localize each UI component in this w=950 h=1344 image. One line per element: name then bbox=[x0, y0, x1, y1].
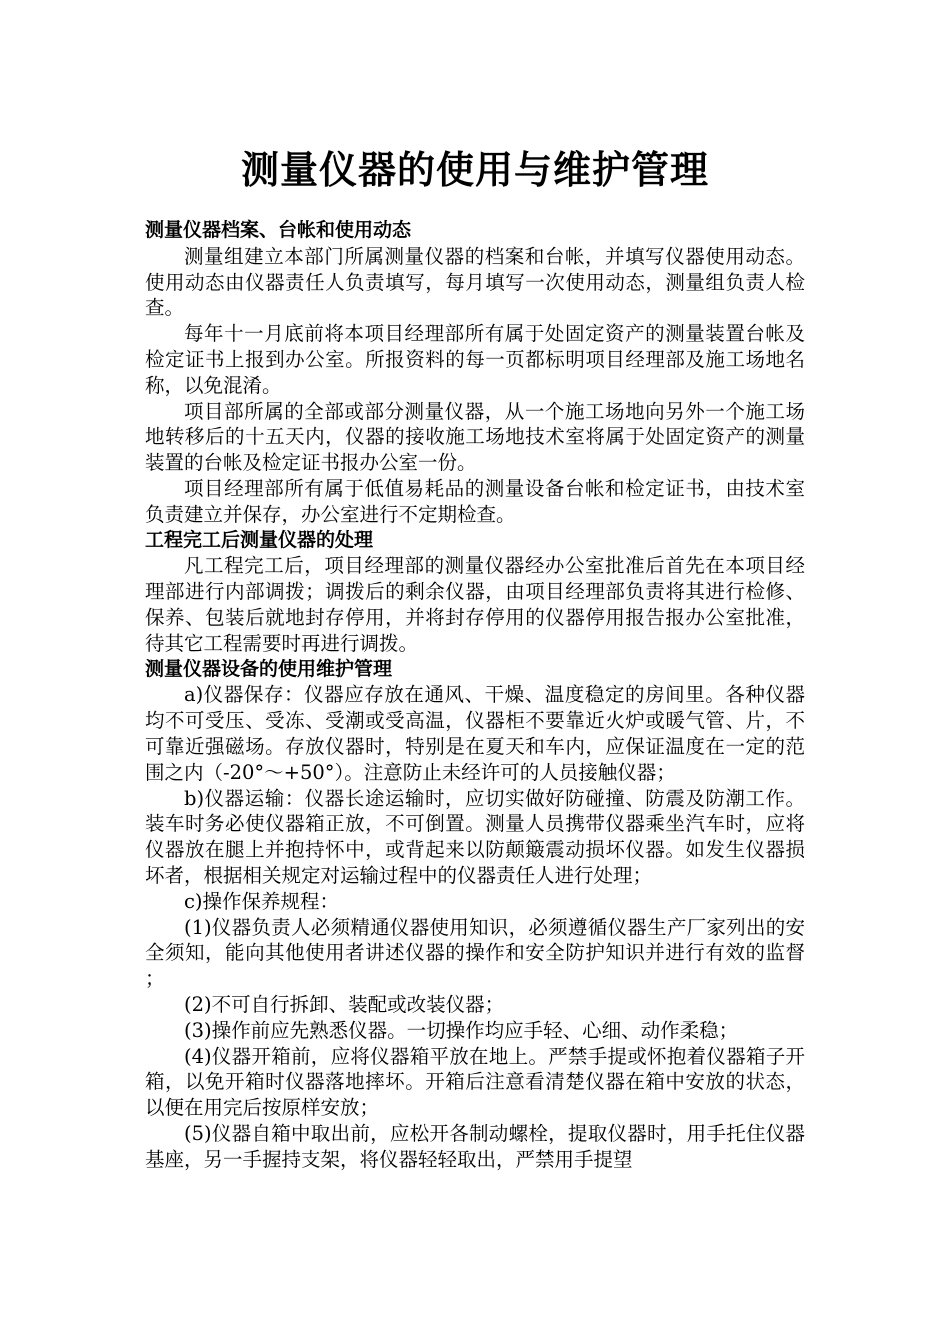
document-body bbox=[145, 218, 805, 1172]
paragraph: c)操作保养规程： bbox=[184, 889, 340, 913]
list-item: (5)仪器自箱中取出前，应松开各制动螺栓，提取仪器时，用手托住仪器基座，另一手握持支架，将仪器轻轻取出，严禁用手提望 bbox=[145, 1121, 805, 1171]
list-item: (3)操作前应先熟悉仪器。一切操作均应手轻、心细、动作柔稳； bbox=[184, 1018, 739, 1042]
paragraph: 每年十一月底前将本项目经理部所有属于处固定资产的测量装置台帐及检定证书上报到办公室。所报资料的每一页都标明项目经理部及施工场地名称，以免混淆。 bbox=[145, 322, 805, 397]
document-title: 测量仪器的使用与维护管理 bbox=[240, 148, 709, 192]
paragraph: a)仪器保存：仪器应存放在通风、干燥、温度稳定的房间里。各种仪器均不可受压、受冻、受潮或受高温，仪器柜不要靠近火炉或暖气管、片，不可靠近强磁场。存放仪器时，特别是在夏天和车内，应保证温度在一定的范围之内（-20°～+50°）。注意防止未经许可的人员接触仪器； bbox=[145, 683, 805, 784]
paragraph: 测量组建立本部门所属测量仪器的档案和台帐，并填写仪器使用动态。使用动态由仪器责任人负责填写，每月填写一次使用动态，测量组负责人检查。 bbox=[145, 244, 805, 320]
paragraph: 项目经理部所有属于低值易耗品的测量设备台帐和检定证书，由技术室负责建立并保存，办公室进行不定期检查。 bbox=[145, 476, 805, 526]
list-item: (4)仪器开箱前，应将仪器箱平放在地上。严禁手提或怀抱着仪器箱子开箱，以免开箱时仪器落地摔坏。开箱后注意看清楚仪器在箱中安放的状态，以便在用完后按原样安放； bbox=[145, 1044, 805, 1120]
section-completion bbox=[145, 528, 805, 657]
paragraph: 项目部所属的全部或部分测量仪器，从一个施工场地向另外一个施工场地转移后的十五天内，仪器的接收施工场地技术室将属于处固定资产的测量装置的台帐及检定证书报办公室一份。 bbox=[145, 399, 805, 475]
section-heading: 测量仪器设备的使用维护管理 bbox=[145, 657, 393, 680]
section-heading: 工程完工后测量仪器的处理 bbox=[145, 528, 374, 551]
section-maintenance bbox=[145, 657, 805, 1173]
section-archives bbox=[145, 218, 805, 528]
list-item: (2)不可自行拆卸、装配或改装仪器； bbox=[184, 992, 505, 1016]
list-item: (1)仪器负责人必须精通仪器使用知识，必须遵循仪器生产厂家列出的安全须知，能向其他使用者讲述仪器的操作和安全防护知识并进行有效的监督； bbox=[145, 915, 805, 991]
paragraph: b)仪器运输：仪器长途运输时，应切实做好防碰撞、防震及防潮工作。装车时务必使仪器箱正放，不可倒置。测量人员携带仪器乘坐汽车时，应将仪器放在腿上并抱持怀中，或背起来以防颠簸震动损坏仪器。如发生仪器损坏者，根据相关规定对运输过程中的仪器责任人进行处理； bbox=[145, 786, 805, 887]
paragraph: 凡工程完工后，项目经理部的测量仪器经办公室批准后首先在本项目经理部进行内部调拨；调拨后的剩余仪器，由项目经理部负责将其进行检修、保养、包装后就地封存停用，并将封存停用的仪器停用报告报办公室批准，待其它工程需要时再进行调拨。 bbox=[145, 554, 805, 655]
section-heading: 测量仪器档案、台帐和使用动态 bbox=[145, 219, 412, 241]
